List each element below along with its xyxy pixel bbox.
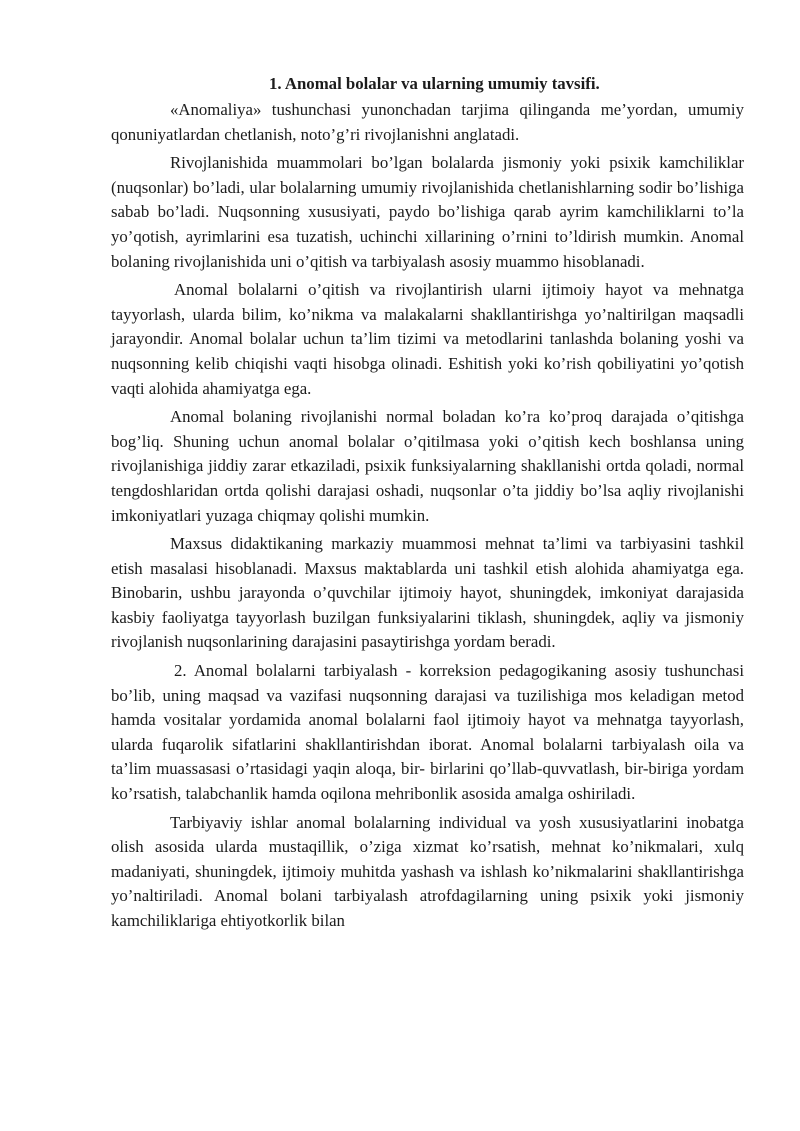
paragraph-development-problems: Rivojlanishida muammolari bo’lgan bolalarda jismoniy yoki psixik kamchiliklar (nuqsonlar) bo’ladi, ular bolalarning umumiy rivojlanishida chetlanishlarning sodir bo’lishiga sabab bo’ladi. Nuqsonning xususiyati, paydo bo’lishiga qarab ayrim kamchiliklarni to’la yo’qotish, ayrimlarini esa tuzatish, uchinchi xillarining o’rnini to’ldirish mumkin. Anomal bolaning rivojlanishida uni o’qitish va tarbiyalash asosiy muammo hisoblanadi. [111,153,744,271]
paragraph-teaching-process: Anomal bolalarni o’qitish va rivojlantirish ularni ijtimoiy hayot va mehnatga tayyorlash, ularda bilim, ko’nikma va malakalarni shakllantirishga yo’naltirilgan maqsadli jarayondir. Anomal bolalar uchun ta’lim tizimi va metodlarini tanlashda bolaning yoshi va nuqsonning kelib chiqishi vaqti hisobga olinadi. Eshitish yoki ko’rish qobiliyatini yo’qotish vaqti alohida ahamiyatga ega. [111,280,744,398]
document-body [111,72,744,938]
paragraph-anomaliya-definition: «Anomaliya» tushunchasi yunonchadan tarjima qilinganda me’yordan, umumiy qonuniyatlardan chetlanish, noto’g’ri rivojlanishni anglatadi. [111,100,744,144]
paragraph-special-didactics: Maxsus didaktikaning markaziy muammosi mehnat ta’limi va tarbiyasini tashkil etish masalasi hisoblanadi. Maxsus maktablarda uni tashkil etish alohida ahamiyatga ega. Binobarin, ushbu jarayonda o’quvchilar ijtimoiy hayot, shuningdek, imkoniyat darajasida kasbiy faoliyatga tayyorlash buzilgan funksiyalarini tiklash, shuningdek, aqliy va jismoniy rivojlanish nuqsonlarining darajasini pasaytirishga yordam beradi. [111,534,744,652]
section-title: 1. Anomal bolalar va ularning umumiy tavsifi. [269,74,600,93]
paragraph-educational-work: Tarbiyaviy ishlar anomal bolalarning individual va yosh xususiyatlarini inobatga olish asosida ularda mustaqillik, o’ziga xizmat ko’rsatish, mehnat ko’nikmalari, xulq madaniyati, shuningdek, ijtimoiy muhitda yashash va ishlash ko’nikmalarini shakllantirishga yo’naltiriladi. Anomal bolani tarbiyalash atrofdagilarning uning psixik yoki jismoniy kamchiliklariga ehtiyotkorlik bilan [111,812,744,930]
paragraph-upbringing-concept: 2. Anomal bolalarni tarbiyalash - korreksion pedagogikaning asosiy tushunchasi bo’lib, uning maqsad va vazifasi nuqsonning darajasi va tuzilishiga mos keladigan metod hamda vositalar yordamida anomal bolalarni faol ijtimoiy hayot va mehnatga tayyorlash, ularda fuqarolik sifatlarini shakllantirishdan iborat. Anomal bolalarni tarbiyalash oila va ta’lim muassasasi o’rtasidagi yaqin aloqa, bir- birlarini qo’llab-quvvatlash, bir-biriga yordam ko’rsatish, talabchanlik hamda oqilona mehribonlik asosida amalga oshiriladi. [111,661,744,804]
paragraph-teaching-dependence: Anomal bolaning rivojlanishi normal boladan ko’ra ko’proq darajada o’qitishga bog’liq. Shuning uchun anomal bolalar o’qitilmasa yoki o’qitish kech boshlansa uning rivojlanishiga jiddiy zarar etkaziladi, psixik funksiyalarning shakllanishi ortda qoladi, normal tengdoshlaridan ortda qolishi darajasi oshadi, nuqsonlar o’ta jiddiy bo’lsa aqliy rivojlanishi imkoniyatlari yuzaga chiqmay qolishi mumkin. [111,407,744,525]
